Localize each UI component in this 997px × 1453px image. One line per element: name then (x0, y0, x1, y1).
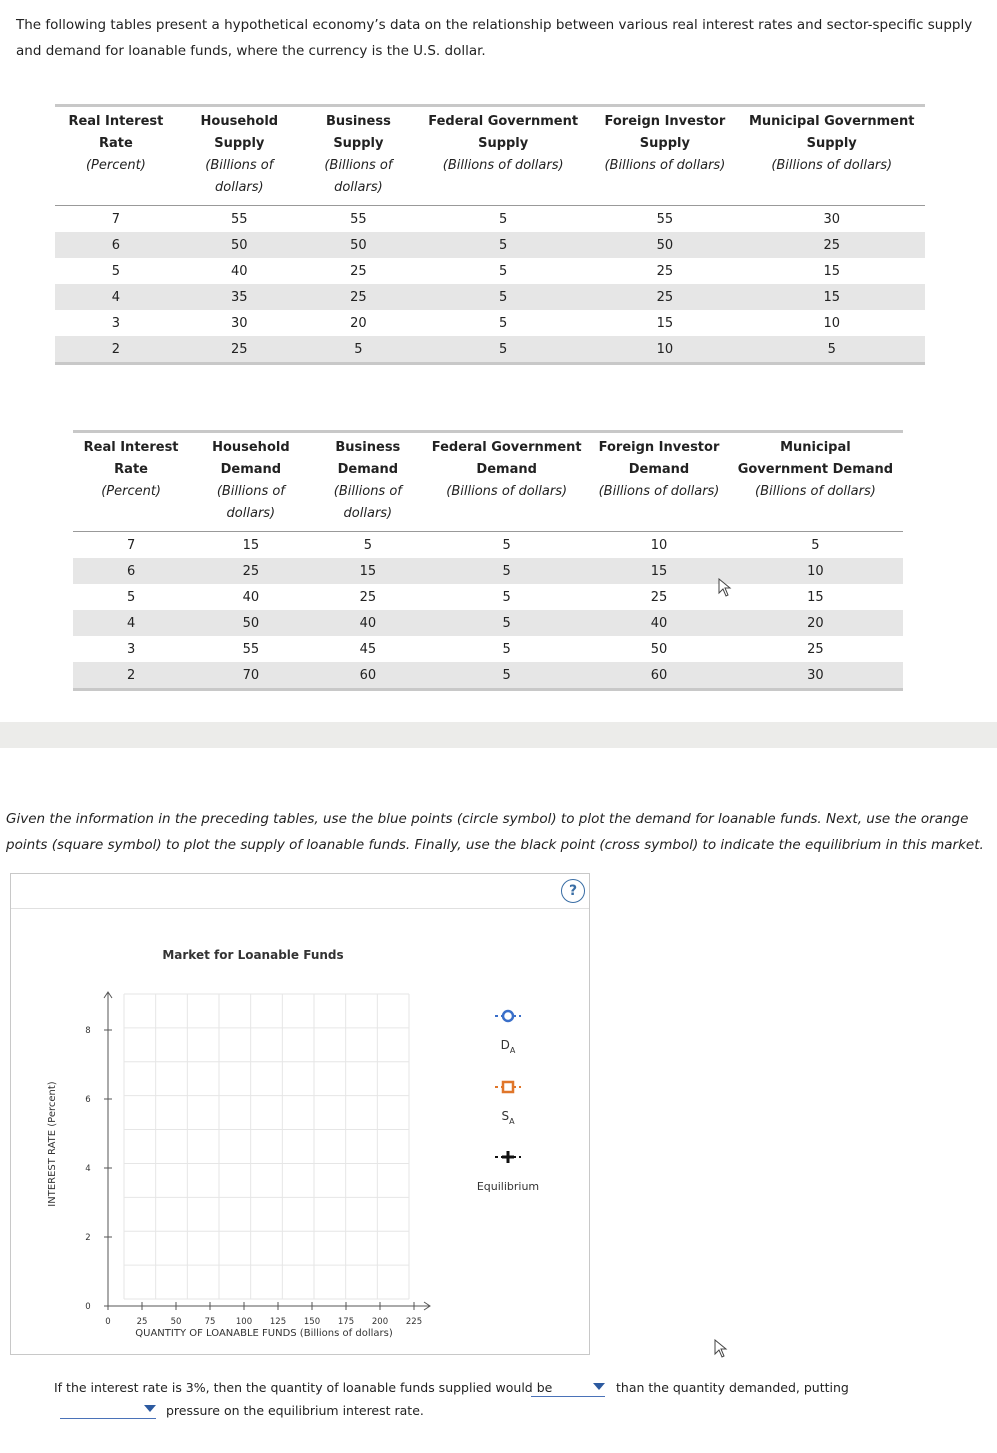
y-tick-label: 0 (85, 1302, 91, 1312)
demand-cell: 5 (423, 558, 590, 584)
mouse-cursor-icon-2 (714, 1339, 730, 1359)
demand-header-unit: (Billions of dollars) (755, 484, 876, 499)
demand-cell: 5 (502, 589, 511, 605)
supply-cell: 10 (591, 336, 738, 364)
demand-cell: 15 (590, 558, 728, 584)
demand-header-1 (189, 432, 312, 532)
supply-cell: 30 (231, 315, 248, 331)
demand-header-2 (313, 432, 424, 532)
cross-symbol-icon (502, 1151, 514, 1163)
pressure-direction-dropdown[interactable] (60, 1402, 156, 1419)
supply-cell: 5 (738, 336, 925, 364)
supply-cell: 5 (111, 263, 121, 279)
demand-cell: 25 (189, 558, 312, 584)
supply-cell: 50 (302, 232, 415, 258)
demand-cell: 40 (590, 610, 728, 636)
demand-cell: 15 (313, 558, 424, 584)
x-tick-label: 225 (405, 1317, 423, 1327)
question-line-1b (616, 1380, 849, 1395)
section-gap (0, 722, 997, 748)
supply-header-unit: (Percent) (85, 158, 146, 173)
demand-cell: 5 (502, 641, 511, 657)
supply-cell: 5 (415, 232, 591, 258)
chart-grid (124, 994, 409, 1299)
circle-symbol-icon (503, 1011, 513, 1021)
demand-cell: 55 (242, 641, 260, 657)
demand-cell: 25 (807, 641, 824, 657)
supply-header-1 (177, 106, 302, 206)
question-line-2 (166, 1403, 424, 1418)
x-tick-label: 50 (170, 1317, 182, 1327)
supply-cell: 55 (591, 206, 738, 233)
legend-label (501, 1038, 516, 1055)
chart-title: Market for Loanable Funds (162, 948, 344, 962)
y-tick-label: 8 (85, 1026, 91, 1036)
supply-header-title: Municipal Government Supply (748, 114, 915, 151)
demand-cell: 15 (807, 589, 824, 605)
supply-cell: 50 (177, 232, 302, 258)
table-row (55, 206, 925, 233)
supply-header-4 (591, 106, 738, 206)
table-row (73, 584, 903, 610)
supply-cell: 40 (231, 263, 248, 279)
mouse-cursor-icon (718, 578, 734, 598)
supply-header-unit: (Billions of dollars) (771, 158, 893, 173)
supply-cell: 6 (55, 232, 177, 258)
supply-header-unit: (Billions of dollars) (442, 158, 564, 173)
demand-header-unit: (Billions of dollars) (598, 484, 720, 499)
demand-cell: 60 (590, 662, 728, 690)
x-tick-label: 25 (136, 1317, 148, 1327)
instructions-text: Given the information in the preceding tables, use the blue points (circle symbol) to plot the demand for loanable funds. Next, use the orange points (square symbol) to plot the supply of loanable funds. Finally, use the black point (cross symbol) to indicate the equilibrium in this market. (6, 811, 984, 853)
demand-cell: 45 (359, 641, 377, 657)
demand-cell: 15 (189, 532, 312, 559)
demand-header-0 (73, 432, 189, 532)
chart-ticks (85, 1026, 422, 1327)
supply-cell: 25 (656, 263, 674, 279)
demand-cell: 40 (313, 610, 424, 636)
demand-cell: 70 (189, 662, 312, 690)
supply-cell: 15 (823, 263, 840, 279)
supply-cell: 15 (656, 315, 674, 331)
demand-cell: 7 (73, 532, 189, 559)
demand-cell: 25 (650, 589, 668, 605)
x-tick-label: 150 (303, 1317, 321, 1327)
demand-cell: 5 (126, 589, 136, 605)
bottom-section (0, 748, 997, 1453)
demand-header-unit: (Billions of dollars) (216, 484, 285, 521)
supply-cell: 20 (350, 315, 367, 331)
graph-panel (10, 873, 590, 1355)
legend-label (477, 1180, 539, 1193)
demand-cell: 6 (73, 558, 189, 584)
help-button[interactable]: ? (561, 879, 585, 903)
x-tick-label: 0 (105, 1317, 111, 1327)
supply-cell: 50 (591, 232, 738, 258)
demand-cell: 5 (728, 532, 903, 559)
table-row (73, 558, 903, 584)
supply-cell: 25 (350, 263, 367, 279)
supply-header-2 (302, 106, 415, 206)
supply-header-unit: (Billions of dollars) (604, 158, 726, 173)
x-tick-label: 100 (235, 1317, 253, 1327)
demand-cell: 30 (728, 662, 903, 690)
legend-label-sub: A (509, 1046, 516, 1055)
supply-cell: 2 (55, 336, 177, 364)
question-line-1 (54, 1380, 552, 1395)
demand-header-title: Household Demand (212, 440, 290, 477)
demand-cell: 3 (126, 641, 136, 657)
chart-legend (477, 1011, 539, 1193)
supply-cell: 5 (415, 206, 591, 233)
demand-cell: 10 (590, 532, 728, 559)
x-axis-label: QUANTITY OF LOANABLE FUNDS (Billions of dollars) (135, 1328, 393, 1339)
question-part-2: than the quantity demanded, putting (616, 1380, 849, 1395)
demand-header-unit: (Percent) (101, 484, 161, 499)
demand-cell: 50 (189, 610, 312, 636)
supply-cell: 55 (177, 206, 302, 233)
demand-cell: 5 (423, 610, 590, 636)
supply-header-title: Household Supply (200, 114, 279, 151)
supply-cell: 10 (823, 315, 840, 331)
supply-cell: 3 (111, 315, 121, 331)
supply-header-title: Federal Government Supply (428, 114, 579, 151)
demand-header-unit: (Billions of dollars) (446, 484, 568, 499)
table-row (55, 310, 925, 336)
legend-label (501, 1109, 515, 1126)
table-row (73, 610, 903, 636)
supply-cell: 25 (302, 284, 415, 310)
demand-header-5 (728, 432, 903, 532)
demand-cell: 60 (313, 662, 424, 690)
y-axis-label: INTEREST RATE (Percent) (47, 1081, 58, 1207)
supply-header-unit: (Billions of dollars) (205, 158, 274, 195)
supply-cell: 5 (415, 284, 591, 310)
demand-header-4 (590, 432, 728, 532)
question-part-1: If the interest rate is 3%, then the quantity of loanable funds supplied would be (54, 1380, 553, 1395)
table-row (55, 284, 925, 310)
demand-header-title: Business Demand (335, 440, 401, 477)
y-tick-label: 6 (85, 1095, 91, 1105)
table-row (55, 232, 925, 258)
demand-cell: 4 (73, 610, 189, 636)
legend-label-main: D (500, 1038, 510, 1052)
supply-cell: 25 (738, 232, 925, 258)
x-tick-label: 200 (371, 1317, 389, 1327)
demand-header-title: Foreign Investor Demand (598, 440, 720, 477)
supply-cell: 5 (499, 315, 508, 331)
y-tick-label: 4 (85, 1164, 91, 1174)
x-tick-label: 125 (269, 1317, 287, 1327)
y-tick-label: 2 (85, 1233, 91, 1243)
x-tick-label: 75 (204, 1317, 216, 1327)
demand-cell: 10 (728, 558, 903, 584)
supply-header-3 (415, 106, 591, 206)
supply-cell: 30 (738, 206, 925, 233)
legend-label-main: S (501, 1109, 510, 1123)
demand-cell: 25 (359, 589, 377, 605)
supply-table-body (55, 206, 925, 364)
demand-table-header (73, 432, 903, 532)
table-row (73, 532, 903, 559)
legend-label-sub: A (509, 1117, 515, 1126)
supply-table (55, 104, 925, 365)
square-symbol-icon (503, 1082, 513, 1092)
demand-header-unit: (Billions of dollars) (333, 484, 402, 521)
supply-cell: 5 (499, 263, 508, 279)
top-section (0, 0, 997, 722)
demand-cell: 50 (650, 641, 668, 657)
demand-cell: 40 (242, 589, 260, 605)
demand-cell: 2 (73, 662, 189, 690)
demand-header-title: Municipal Government Demand (737, 440, 894, 477)
table-row (73, 662, 903, 690)
demand-cell: 5 (313, 532, 424, 559)
demand-header-title: Federal Government Demand (431, 440, 582, 477)
legend-item-cross[interactable] (477, 1151, 539, 1193)
supply-cell: 7 (55, 206, 177, 233)
x-tick-label: 175 (337, 1317, 355, 1327)
question-part-3: pressure on the equilibrium interest rate. (166, 1403, 424, 1418)
demand-cell: 20 (728, 610, 903, 636)
table-row (73, 636, 903, 662)
legend-label-main: Equilibrium (476, 1180, 540, 1193)
legend-item-circle[interactable] (495, 1011, 521, 1055)
supply-header-0 (55, 106, 177, 206)
demand-header-3 (423, 432, 590, 532)
legend-item-square[interactable] (495, 1082, 521, 1126)
supply-header-title: Real Interest Rate (68, 114, 164, 151)
supplied-comparison-dropdown[interactable] (531, 1380, 605, 1397)
supply-cell: 4 (55, 284, 177, 310)
supply-cell: 5 (302, 336, 415, 364)
chevron-down-icon (593, 1383, 605, 1390)
supply-header-title: Business Supply (325, 114, 391, 151)
supply-cell: 55 (302, 206, 415, 233)
intro-text: The following tables present a hypothetical economy’s data on the relationship between various real interest rates and sector-specific supply and demand for loanable funds, where the currency is the U.S. dollar. (16, 17, 973, 59)
supply-header-unit: (Billions of dollars) (324, 158, 393, 195)
demand-header-title: Real Interest Rate (83, 440, 179, 477)
supply-cell: 35 (177, 284, 302, 310)
demand-cell: 5 (423, 532, 590, 559)
supply-cell: 25 (591, 284, 738, 310)
supply-header-5 (738, 106, 925, 206)
supply-header-title: Foreign Investor Supply (604, 114, 726, 151)
table-row (55, 336, 925, 364)
loanable-funds-chart[interactable] (11, 874, 589, 1354)
demand-table-body (73, 532, 903, 690)
demand-cell: 5 (423, 662, 590, 690)
supply-cell: 15 (738, 284, 925, 310)
supply-cell: 5 (415, 336, 591, 364)
supply-cell: 25 (177, 336, 302, 364)
demand-table (73, 430, 903, 691)
chart-axes (104, 992, 430, 1310)
chevron-down-icon (144, 1405, 156, 1412)
supply-table-header (55, 106, 925, 206)
table-row (55, 258, 925, 284)
